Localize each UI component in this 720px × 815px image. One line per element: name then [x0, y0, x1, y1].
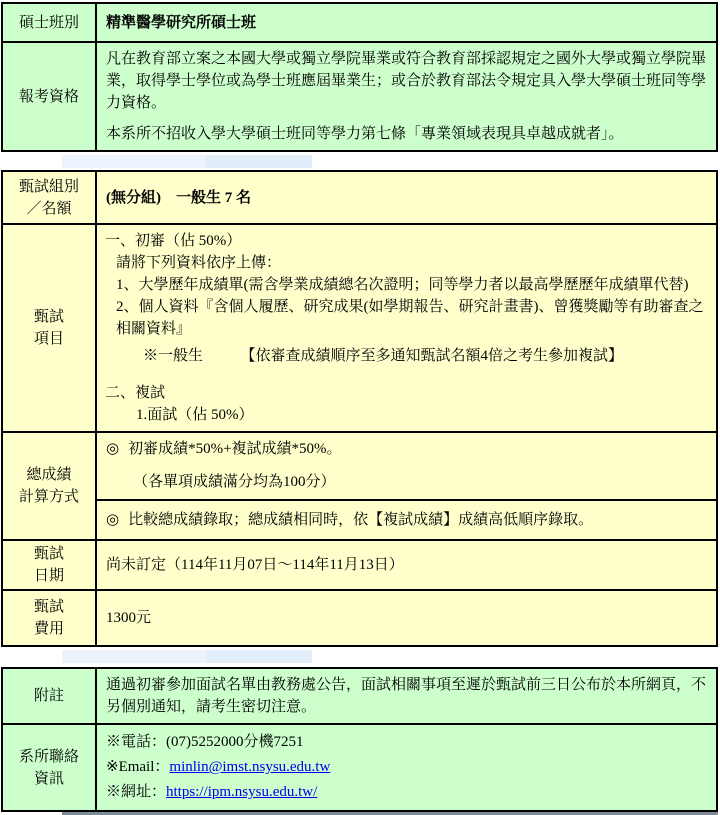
eligibility-text — [96, 42, 717, 151]
exam-date-value: 尚未訂定（114年11月07日～114年11月13日） — [96, 540, 717, 590]
double-circle-bullet: ◎ — [106, 441, 120, 458]
quota-value: (無分組) 一般生 7 名 — [96, 171, 717, 224]
quota-row — [2, 171, 717, 224]
notes-row — [2, 668, 717, 724]
contact-info — [96, 724, 717, 811]
exam-date-row — [2, 540, 717, 590]
exam-fee-label: 甄試 費用 — [2, 590, 96, 646]
highlight-band — [62, 650, 312, 663]
phone-number: (07)5252000分機7251 — [166, 734, 304, 750]
score-formula-line: ◎ 初審成績*50%+複試成績*50%。 — [106, 438, 708, 460]
highlight-band — [62, 155, 312, 168]
phone-line — [106, 730, 708, 755]
program-name: 精準醫學研究所碩士班 — [96, 3, 717, 42]
table-gap — [0, 152, 720, 170]
eligibility-label: 報考資格 — [2, 42, 96, 151]
notes-label: 附註 — [2, 668, 96, 724]
program-type-row — [2, 3, 717, 42]
exam-item-transcript: 1、大學歷年成績單(需含學業成績總名次證明；同等學力者以最高學歷歷年成績單代替) — [116, 277, 689, 293]
contact-label: 系所聯絡 資訊 — [2, 724, 96, 811]
exam-item-second-review: 二、複試 — [105, 385, 166, 401]
exam-item-general-quota-note: ※一般生 【依審查成績順序至多通知甄試名額4倍之考生參加複試】 — [143, 348, 624, 364]
score-formula-row — [2, 432, 717, 500]
exam-item-personal-data: 2、個人資料『含個人履歷、研究成果(如學期報告、研究計畫書)、曾獲獎勵等有助審查之相關資料』 — [116, 299, 704, 337]
double-circle-bullet: ◎ — [106, 511, 120, 528]
website-prefix: ※網址： — [106, 784, 167, 800]
tie-breaker-cell — [96, 500, 717, 540]
email-line — [106, 755, 708, 780]
score-calculation-label: 總成績 計算方式 — [2, 432, 96, 540]
score-formula-note: （各單項成績滿分均為100分） — [133, 474, 336, 491]
notes-text: 通過初審參加面試名單由教務處公告，面試相關事項至遲於甄試前三日公布於本所網頁，不另個別通知，請考生密切注意。 — [96, 668, 717, 724]
exam-info-table — [1, 170, 718, 647]
exam-items-label: 甄試 項目 — [2, 224, 96, 432]
tie-breaker-line: ◎ 比較總成績錄取；總成績相同時，依【複試成績】成績高低順序錄取。 — [106, 509, 708, 531]
eligibility-paragraph-2: 本系所不招收入學大學碩士班同等學力第七條「專業領域表現具卓越成就者」。 — [106, 126, 624, 142]
exam-fee-value: 1300元 — [96, 590, 717, 646]
exam-item-upload-note: 請將下列資料依序上傳： — [116, 255, 282, 271]
exam-items-content — [96, 224, 717, 432]
website-link[interactable]: https://ipm.nsysu.edu.tw/ — [166, 784, 318, 800]
email-link[interactable]: minlin@imst.nsysu.edu.tw — [169, 759, 331, 775]
score-formula-cell — [96, 432, 717, 500]
exam-group-label: 甄試組別 ／名額 — [2, 171, 96, 224]
exam-items-row — [2, 224, 717, 432]
table-gap — [0, 647, 720, 667]
contact-row — [2, 724, 717, 811]
phone-prefix: ※電話： — [106, 734, 167, 750]
tie-breaker-row — [2, 500, 717, 540]
program-info-table — [1, 2, 718, 152]
eligibility-row — [2, 42, 717, 151]
exam-item-first-review: 一、初審（佔 50%） — [105, 233, 242, 249]
eligibility-paragraph-1: 凡在教育部立案之本國大學或獨立學院畢業或符合教育部採認規定之國外大學或獨立學院畢業，取得學士學位或為學士班應屆畢業生；或合於教育部法令規定具入學大學碩士班同等學力資格。 — [106, 51, 707, 111]
notes-contact-table — [1, 667, 718, 812]
exam-date-label: 甄試 日期 — [2, 540, 96, 590]
email-prefix: ※Email： — [106, 759, 170, 775]
exam-fee-row — [2, 590, 717, 646]
exam-item-interview: 1.面試（佔 50%） — [136, 407, 254, 423]
program-type-label: 碩士班別 — [2, 3, 96, 42]
website-line — [106, 780, 708, 805]
